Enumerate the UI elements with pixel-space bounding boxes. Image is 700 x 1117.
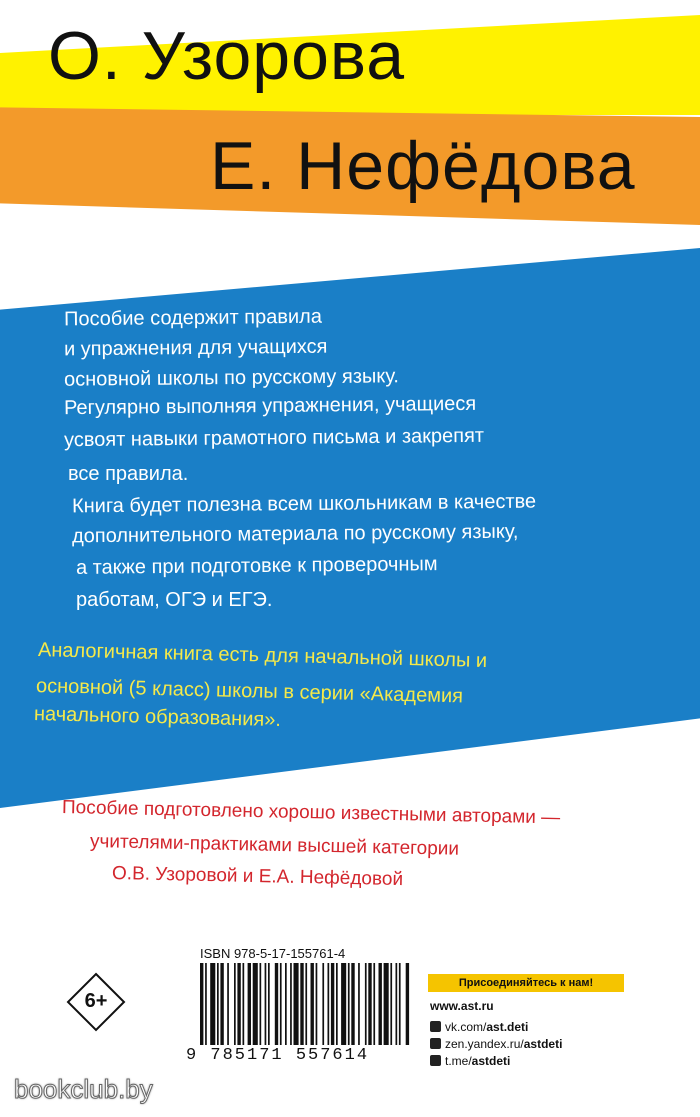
telegram-icon	[430, 1055, 441, 1066]
description-line: Регулярно выполняя упражнения, учащиеся	[63, 392, 477, 420]
social-link-prefix: zen.yandex.ru/	[445, 1037, 524, 1051]
social-link-zen[interactable]	[430, 1037, 562, 1051]
description-line: работам, ОГЭ и ЕГЭ.	[76, 589, 273, 611]
author-name-1: О. Узорова	[48, 18, 406, 94]
author-note-line: учителями-практиками высшей категории	[89, 831, 460, 860]
social-link-handle: astdeti	[523, 1037, 563, 1051]
barcode-icon	[196, 963, 412, 1045]
note-line: Аналогичная книга есть для начальной школы и	[37, 639, 488, 672]
isbn-label: ISBN 978-5-17-155761-4	[200, 946, 346, 961]
vk-icon	[430, 1021, 441, 1032]
description-line: Пособие содержит правила	[63, 305, 323, 331]
author-note-line: Пособие подготовлено хорошо известными авторами —	[61, 797, 561, 829]
description-line: а также при подготовке к проверочным	[75, 553, 438, 579]
social-link-prefix: t.me/	[445, 1054, 472, 1068]
author-name-2: Е. Нефёдова	[210, 128, 636, 204]
note-line: основной (5 класс) школы в серии «Академия	[35, 675, 464, 708]
description-line: и упражнения для учащихся	[63, 335, 328, 361]
social-link-vk[interactable]	[430, 1020, 528, 1034]
description-line: усвоят навыки грамотного письма и закрепят	[63, 424, 485, 452]
description-line: Книга будет полезна всем школьникам в качестве	[71, 490, 537, 518]
social-link-telegram[interactable]	[430, 1054, 510, 1068]
watermark: bookclub.by	[14, 1074, 153, 1104]
social-link-handle: astdeti	[471, 1054, 511, 1068]
description-line: основной школы по русскому языку.	[63, 365, 399, 391]
website-link[interactable]: www.ast.ru	[430, 999, 494, 1013]
author-note-line: О.В. Узоровой и Е.А. Нефёдовой	[111, 863, 404, 891]
social-link-handle: ast.deti	[486, 1020, 529, 1034]
join-us-banner: Присоединяйтесь к нам!	[428, 974, 624, 992]
social-link-prefix: vk.com/	[445, 1020, 487, 1034]
note-line: начального образования».	[33, 703, 282, 732]
description-line: все правила.	[68, 463, 189, 485]
zen-icon	[430, 1038, 441, 1049]
barcode-digits: 9 785171 557614	[186, 1046, 370, 1065]
age-rating: 6+	[84, 990, 108, 1012]
description-line: дополнительного материала по русскому языку,	[71, 520, 519, 548]
